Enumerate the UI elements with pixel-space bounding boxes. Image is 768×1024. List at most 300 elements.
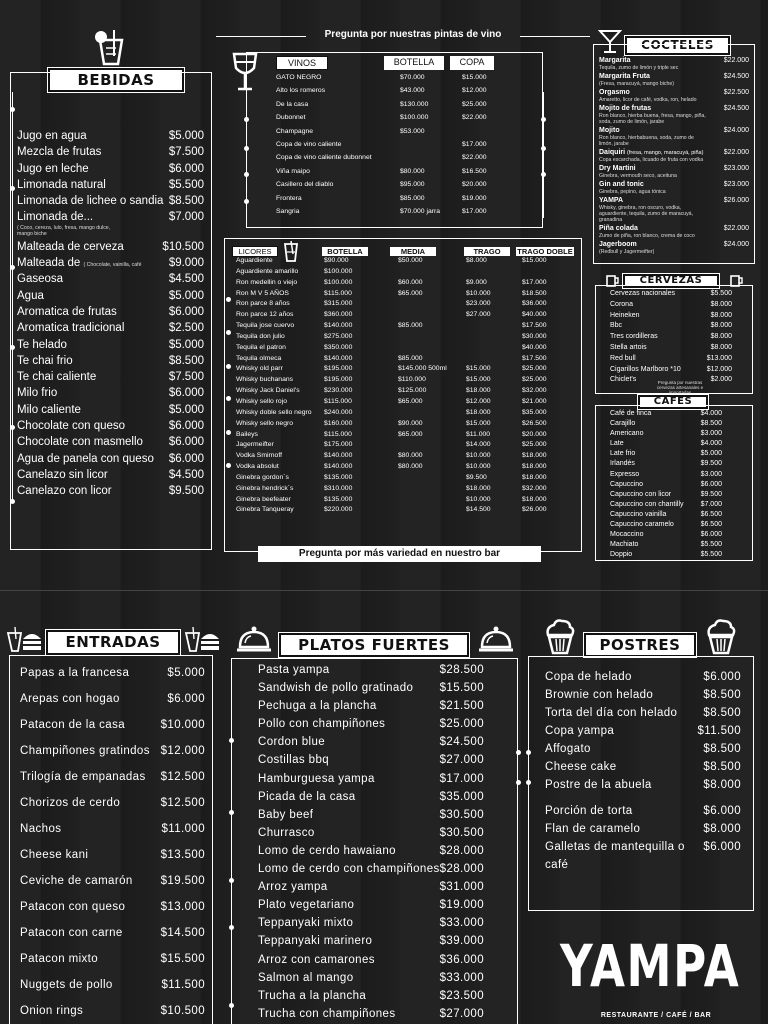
list-item [258,824,512,842]
liquor-trago-doble: $25.000 [522,365,547,373]
liquor-media [392,310,466,321]
liquor-name: Baileys [236,430,258,438]
vinos-table [276,56,508,218]
list-item [258,842,512,860]
cocktail-price: $22.000 [723,149,749,156]
cocktail-price: $23.000 [723,181,749,188]
item-name: Milo frio [17,387,58,400]
liquor-media [392,440,466,451]
list-item [17,177,204,193]
list-item [545,838,741,874]
cocktail-name: Gin and tonic [599,181,644,188]
liquor-name: Tequila jose cuervo [236,322,295,330]
liquor-trago-doble: $25.000 [522,376,547,384]
list-item [545,776,741,794]
liquor-trago-doble: $21.000 [522,397,547,405]
list-item [17,385,204,401]
platos-list [258,661,512,1023]
entradas-list [20,660,205,1024]
item-name: Te chai caliente [17,371,97,384]
licores-rows [232,256,577,516]
item-price: $8.500 [168,354,204,367]
item-price: $4.500 [168,273,204,286]
item-price: $5.500 [168,178,204,191]
item-price: $6.000 [700,531,722,539]
table-row [232,505,577,516]
cocktail-header [599,181,749,189]
cafes-list [610,409,722,560]
item-name: Torta del día con helado [545,707,678,719]
cocktail-desc: Ron blanco, hierba buena, fresa, mango, piña, soda, zumo de limón, jarabe [599,113,706,125]
wine-copa [450,125,508,138]
liquor-trago: $15.000 [466,419,491,427]
liquor-media: $85.000 [398,322,423,330]
table-row [232,321,577,332]
item-name: Affogato [545,743,591,755]
liquor-trago: $27.000 [466,311,491,319]
wine-botella: $53.000 [400,127,425,135]
cupcake-icon-right [705,617,737,657]
item-price: $6.500 [700,510,722,518]
list-item [610,429,722,439]
item-name: Nachos [20,823,62,835]
item-price: $31.000 [439,881,484,894]
item-name: Baby beef [258,808,314,821]
item-price: $2.500 [168,322,204,335]
list-item [17,320,204,336]
wine-name: Sangria [276,208,300,216]
list-item [610,439,722,449]
item-price: $6.000 [700,480,722,488]
bar-banner: Pregunta por más variedad en nuestro bar [258,546,541,562]
liquor-trago: $18.000 [466,484,491,492]
list-item [258,751,512,769]
liquor-media [392,408,466,419]
item-name: Capuccino [610,480,644,488]
item-name: Arroz con camarones [258,953,375,966]
item-price: $21.500 [439,700,484,713]
item-price: $5.000 [168,403,204,416]
rail-dot [541,117,546,122]
item-price: $6.000 [168,387,204,400]
cocktail-item [599,89,749,103]
liquor-trago-doble: $20.000 [522,430,547,438]
list-item [17,402,204,418]
list-item [545,686,741,704]
list-item [610,470,722,480]
rail-dot [244,172,249,177]
list-item [258,987,512,1005]
liquor-media: $85.000 [398,354,423,362]
list-item [20,790,205,816]
liquor-botella: $175.000 [324,441,353,449]
item-name: Malteada de [17,257,81,270]
liquor-media: $60.000 [398,278,423,286]
liquor-trago-doble: $17.500 [522,354,547,362]
item-name: Patacon con carne [20,927,123,939]
table-row [232,364,577,375]
list-item [20,686,205,712]
liquor-name: Whisky doble sello negro [236,408,312,416]
liquor-media: $110.000 [398,376,426,384]
list-item [610,480,722,490]
col-media: MEDIA [390,247,436,256]
item-price: $14.500 [160,927,205,939]
item-name: Expresso [610,470,640,478]
juice-icon [92,26,126,66]
liquor-trago: $9.000 [466,278,487,286]
liquor-trago-doble: $40.000 [522,311,547,319]
wine-name: Dubonnet [276,114,306,122]
wine-banner-line-right [520,36,590,37]
item-price: $8.500 [703,743,741,755]
wine-botella [384,151,450,164]
table-row [276,138,508,151]
liquor-media [392,343,466,354]
rail-dot [10,425,15,430]
item-name: Sandwish de pollo gratinado [258,682,414,695]
item-price: $5.500 [700,541,722,549]
col-botella: BOTELLA [322,247,368,256]
item-price: $39.000 [439,935,484,948]
brand-logo: YAMPA [560,932,741,1000]
list-item [258,697,512,715]
item-price: $36.000 [439,953,484,966]
item-name: Canelazo con licor [17,485,112,498]
liquor-media [392,473,466,484]
wine-banner: Pregunta por nuestras pintas de vino [324,29,502,40]
item-name: Mocaccino [610,531,644,539]
item-name: Champiñones gratindos [20,745,150,757]
item-name: Pechuga a la plancha [258,700,377,713]
rail-dot [229,738,234,743]
cocktail-name: Mojito de frutas [599,105,652,112]
table-row [232,397,577,408]
item-name: Aromatica de frutas [17,305,117,318]
cocktail-name-group [599,89,630,97]
liquor-trago: $23.000 [466,300,491,308]
list-item [17,161,204,177]
wine-name: Champagne [276,127,314,135]
cervezas-title: CERVEZAS [623,274,719,288]
wine-botella [384,138,450,151]
platos-rail [231,700,232,1024]
list-item [545,820,741,838]
list-item [545,722,741,740]
table-row [232,310,577,321]
col-trago: TRAGO [464,247,510,256]
liquor-media: $125.000 [398,387,427,395]
cocktail-name-group [599,73,650,81]
liquor-media: $145.000 500ml [398,365,447,373]
cocktail-desc: Ginebra, pepino, agua tónica [599,189,666,195]
item-price: $5.000 [168,338,204,351]
item-price: $28.000 [439,844,484,857]
list-item [20,660,205,686]
liquor-media: $65.000 [398,430,423,438]
item-name: Brownie con helado [545,689,654,701]
cocktail-price: $24.500 [723,73,749,80]
cocktail-item [599,57,749,71]
cocktail-header [599,57,749,65]
list-item [17,144,204,160]
liquor-botella: $220.000 [324,506,353,514]
table-row [232,267,577,278]
item-name: Late [610,440,624,448]
item-price: $7.500 [168,371,204,384]
liquor-name: Whisky sello rojo [236,397,287,405]
liquor-media [392,299,466,310]
vinos-rail-right [543,92,544,218]
list-item [20,894,205,920]
liquor-media: $90.000 [398,419,423,427]
wine-copa: $17.000 [462,141,487,149]
item-price: $8.500 [703,707,741,719]
item-price: $6.000 [703,805,741,817]
item-price: $4.000 [700,440,722,448]
list-item [17,193,204,209]
list-item [258,951,512,969]
list-item [20,816,205,842]
liquor-trago-doble: $40.000 [522,343,547,351]
liquor-media [392,332,466,343]
list-item [258,715,512,733]
rail-dot [226,463,231,468]
item-name: Postre de la abuela [545,779,652,791]
list-item [545,740,741,758]
cocktail-header [599,225,749,233]
item-price: $5.000 [168,130,204,142]
burger-drink-icon-right [184,625,220,653]
liquor-name: Ron M V 5 AÑOS [236,289,289,297]
item-price: $8.500 [703,689,741,701]
wine-copa: $22.000 [462,154,487,162]
item-price: $4.000 [700,410,722,417]
wine-copa: $15.000 [462,74,487,81]
liquor-botella: $100.000 [324,267,353,275]
table-row [232,430,577,441]
rail-dot [244,199,249,204]
liquor-trago-doble: $26.500 [522,419,547,427]
liquor-media: $50.000 [398,257,423,264]
cocktail-item [599,225,749,239]
liquor-name: Tequila olmeca [236,354,282,362]
item-price: $8.000 [710,300,732,308]
list-item [17,451,204,467]
item-name: Americano [610,430,644,438]
table-row [232,484,577,495]
col-licores: LICORES [232,246,278,257]
item-name: Capuccino con chantilly [610,500,684,508]
item-name: Corona [610,300,633,308]
item-name: Doppio [610,551,633,559]
item-price: $6.000 [168,420,204,433]
item-name: Lomo de cerdo con champiñones [258,863,440,876]
rail-dot [516,780,521,785]
liquor-media [392,267,466,278]
liquor-name: Ginebra hendrick´s [236,484,294,492]
item-price: $13.000 [706,354,732,362]
item-name: Limonada de lichee o sandia [17,195,164,208]
list-item [17,239,204,255]
liquor-trago: $15.000 [466,376,491,384]
item-name: Chorizos de cerdo [20,797,121,809]
item-name: Copa yampa [545,725,615,737]
list-item [258,969,512,987]
item-name: Papas a la francesa [20,667,130,679]
item-price: $25.000 [439,718,484,731]
wine-name: Alto los romeros [276,87,326,95]
liquor-trago: $9.500 [466,473,487,481]
liquor-media [392,484,466,495]
table-row [232,278,577,289]
liquor-trago-doble: $18.000 [522,463,547,471]
item-price: $3.000 [700,430,722,438]
item-name: Plato vegetariano [258,899,355,912]
list-item [17,434,204,450]
item-price: $8.000 [710,333,732,341]
item-price: $9.500 [700,490,722,498]
wine-copa: $20.000 [462,181,487,189]
item-name: Patacon con queso [20,901,126,913]
liquor-trago [466,343,518,354]
item-price: $6.000 [703,671,741,683]
item-price: $23.500 [439,989,484,1002]
table-row [232,386,577,397]
liquor-botella: $115.000 [324,430,352,438]
item-name: Nuggets de pollo [20,979,113,991]
list-item [258,770,512,788]
table-row [232,495,577,506]
list-item [20,868,205,894]
cocktail-item [599,181,749,195]
cocktail-header [599,149,749,157]
item-name: Porción de torta [545,805,633,817]
item-price: $12.500 [160,771,205,783]
cervezas-note: Pregunta por nuestras cervezas artesanales e importadas [656,380,704,395]
liquor-media: $65.000 [398,397,423,405]
liquor-botella: $350.000 [324,343,353,351]
col-copa: COPA [450,56,494,70]
item-price: $9.500 [700,460,722,468]
cocktail-price: $24.000 [723,241,749,248]
cocktail-price: $26.000 [723,197,749,204]
liquor-botella: $140.000 [324,322,353,330]
liquor-trago [466,332,518,343]
item-name: Heineken [610,311,640,319]
table-row [232,354,577,365]
cocktail-price: $22.000 [723,57,749,64]
wine-name: Viña maipo [276,167,310,175]
list-item [17,353,204,369]
cocteles-list [599,57,749,257]
liquor-trago-doble: $35.000 [522,408,547,416]
liquor-name: Vodka absolut [236,463,279,471]
item-price: $27.000 [439,1007,484,1020]
wine-copa: $25.000 [462,100,487,108]
cocktail-item [599,241,749,255]
item-price: $6.000 [703,841,741,853]
rail-dot [244,146,249,151]
liquor-trago: $18.000 [466,387,491,395]
liquor-trago-doble: $25.000 [522,441,547,449]
list-item [610,321,732,332]
table-row [276,178,508,191]
list-item [258,806,512,824]
item-name: Trilogía de empanadas [20,771,146,783]
list-item [610,343,732,354]
item-price: $35.000 [439,790,484,803]
list-item [17,288,204,304]
list-item [610,289,732,300]
rail-dot [10,345,15,350]
list-item [545,704,741,722]
wine-botella: $85.000 [400,194,425,202]
liquor-botella: $135.000 [324,473,353,481]
rail-dot [226,330,231,335]
wine-name: Copa de vino caliente dubonnet [276,154,372,162]
cocktail-name: Margarita Fruta [599,73,650,80]
liquor-media [392,495,466,506]
rail-dot [229,810,234,815]
item-name: Stella artois [610,343,647,351]
item-price: $8.500 [168,195,204,208]
liquor-name: Tequila don julio [236,332,285,340]
wine-copa: $17.000 [462,208,487,216]
table-row [276,125,508,138]
item-price: $8.000 [710,311,732,319]
list-item [610,354,732,365]
item-name: Limonada natural [17,178,106,191]
item-price: $30.500 [439,808,484,821]
item-name: Salmon al mango [258,971,354,984]
list-item [20,842,205,868]
item-price: $19.000 [439,899,484,912]
cocktail-name: Dry Martini [599,165,636,172]
bebidas-list [17,128,204,500]
list-item [610,510,722,520]
liquor-trago-doble: $32.000 [522,387,547,395]
list-item [17,483,204,499]
item-price: $8.000 [710,322,732,330]
list-item [610,459,722,469]
rail-dot [541,172,546,177]
rail-dot [516,750,521,755]
list-item [610,409,722,419]
wine-botella: $70.000 jarra [400,208,441,216]
item-price: $2.000 [710,376,732,384]
liquor-botella: $135.000 [324,495,353,503]
table-row [232,343,577,354]
list-item [20,946,205,972]
cocktail-desc: Tequila, zumo de limón y triple sec [599,65,679,71]
entradas-title: ENTRADAS [46,630,180,655]
item-name: Cervezas nacionales [610,290,675,297]
item-note: ( Coco, cereza, lulo, fresa, mango dulce, mango biche [17,224,111,237]
item-name: Costillas bbq [258,754,330,767]
liquor-botella: $160.000 [324,419,353,427]
item-price: $8.500 [703,761,741,773]
item-note: ( Chocolate, vainilla, café [83,262,142,269]
item-price: $6.000 [168,162,204,175]
item-name-group [17,255,141,271]
item-price: $33.000 [439,971,484,984]
liquor-name: Aguardiente [236,257,273,264]
cocktail-header [599,127,749,135]
table-row [232,256,577,267]
item-name: Patacon mixto [20,953,99,965]
item-price: $9.500 [168,485,204,498]
